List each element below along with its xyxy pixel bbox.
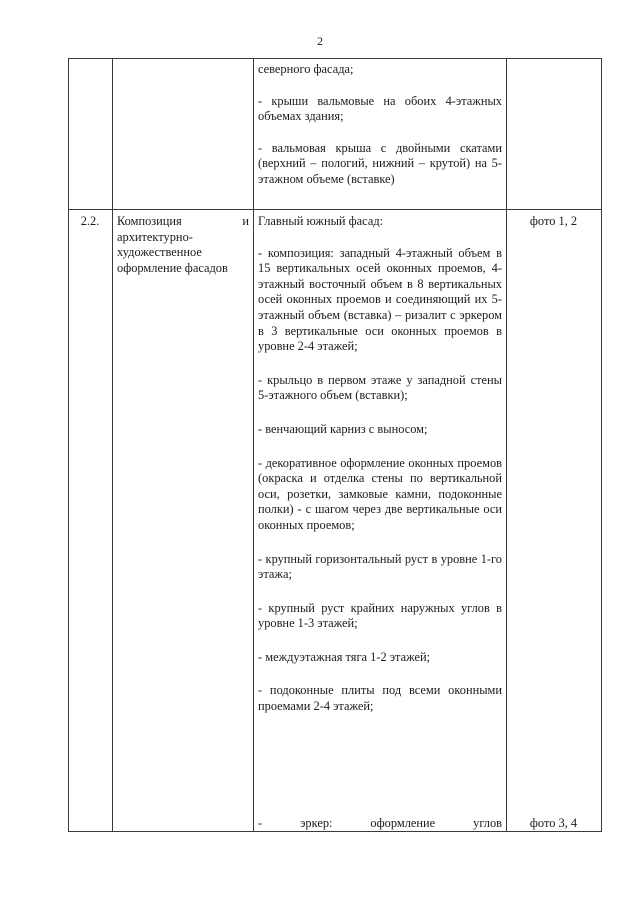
row1-para-3: - вальмовая крыша с двойными скатами (верхний – пологий, нижний – крутой) на 5-этажном объеме (вставке) (258, 140, 502, 186)
page-number: 2 (317, 34, 323, 48)
row2-name-cell: Композиция и архитектурно-художественное оформление фасадов (117, 214, 249, 275)
row2-description-cell (258, 214, 502, 715)
row2-para-1: Главный южный фасад: (258, 214, 384, 228)
row1-para-1: северного фасада; (258, 62, 354, 76)
column-border-1 (112, 58, 113, 832)
row2-para-2: - композиция: западный 4-этажный объем в 15 вертикальных осей оконных проемов, 4-этажный восточный объем в 8 вертикальных осей оконных проемов и соединяющий их 5-этажный объем (вставка) – ризалит с эркером в 3 вертикальные оси оконных проемов в уровне 2-4 этажей; (258, 245, 502, 354)
row-divider (68, 209, 602, 210)
row2-number-cell: 2.2. (80, 214, 100, 228)
row2-para-3: - крыльцо в первом этаже у западной стены 5-этажного объем (вставки); (258, 372, 502, 403)
row2-para-6: - крупный горизонтальный руст в уровне 1-го этажа; (258, 551, 502, 582)
row2-photo-reference: фото 1, 2 (529, 214, 578, 228)
table-top-border (68, 58, 602, 59)
row2-para-7: - крупный руст крайних наружных углов в уровне 1-3 этажей; (258, 600, 502, 631)
row2-para-9: - подоконные плиты под всеми оконными проемами 2-4 этажей; (258, 683, 502, 714)
column-border-right (601, 58, 602, 832)
column-border-left (68, 58, 69, 832)
row1-para-2: - крыши вальмовые на обоих 4-этажных объемах здания; (258, 93, 502, 124)
row2-para-4: - венчающий карниз с выносом; (258, 421, 428, 436)
row1-description-cell (258, 62, 502, 188)
row2-para-5: - декоративное оформление оконных проемов (окраска и отделка стены по вертикальной оси, розетки, замковые камни, подоконные полки) - с шагом через две вертикальные оси оконных проемов; (258, 455, 502, 532)
row2-photo-reference-bottom: фото 3, 4 (529, 816, 578, 830)
row2-para-8: - междуэтажная тяга 1-2 этажей; (258, 649, 431, 664)
column-border-3 (506, 58, 507, 832)
row2-para-10: - эркер: оформление углов (258, 816, 502, 830)
column-border-2 (253, 58, 254, 832)
